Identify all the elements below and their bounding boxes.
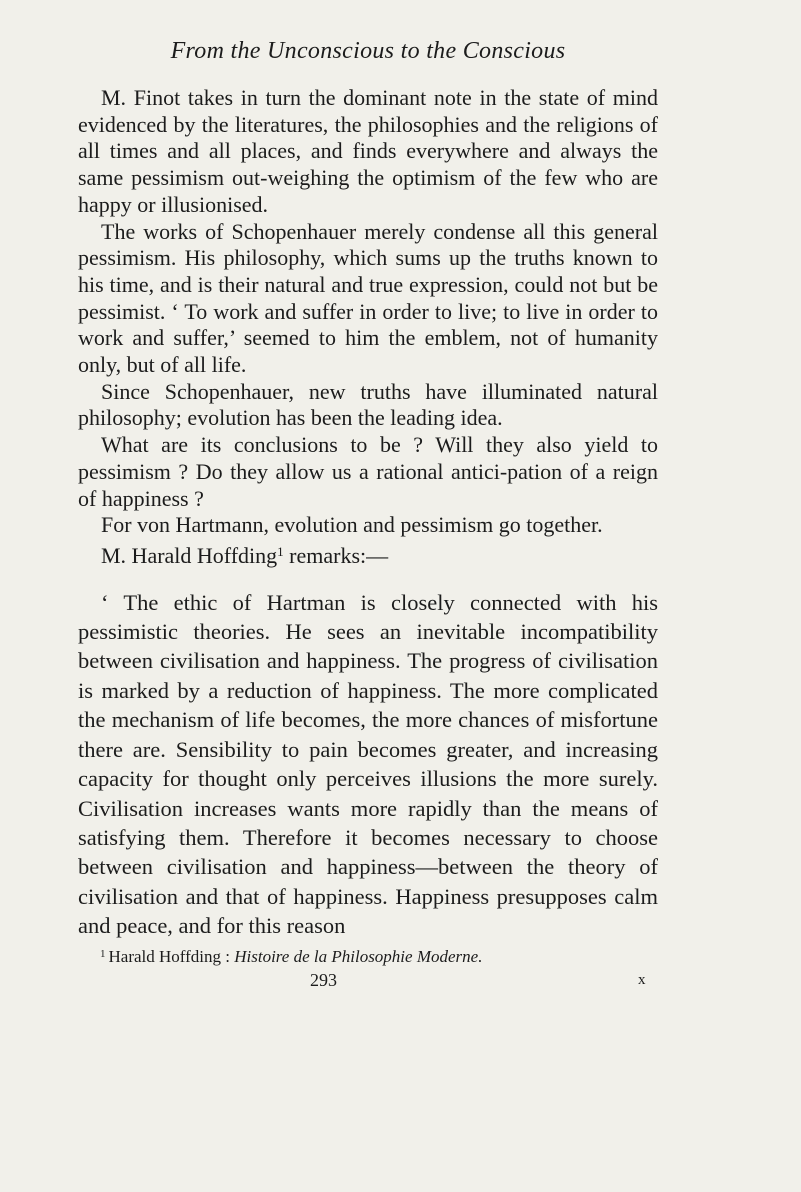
signature-mark: x (638, 971, 646, 988)
footnote-reference: 1 (277, 543, 284, 559)
paragraph: Since Schopenhauer, new truths have illuminated natural philosophy; evolution has been the leading idea. (78, 378, 658, 431)
footnote-author: Harald Hoffding : (108, 946, 235, 966)
paragraph: The works of Schopenhauer merely condense all this general pessimism. His philosophy, which sums up the truths known to his time, and is their natural and true expression, could not but be pessimist. ‘ To work and suffer in order to live; to live in order to work and suffer,’ seemed to him the emblem, not of humanity only, but of all life. (78, 218, 658, 378)
remark-text: M. Harald Hoffding (101, 542, 278, 568)
paragraph: For von Hartmann, evolution and pessimism go together. (101, 512, 603, 538)
paragraph: What are its conclusions to be ? Will they also yield to pessimism ? Do they allow us a rational antici-pation of a reign of happiness ? (78, 432, 658, 511)
footnote (78, 943, 658, 968)
main-text (78, 85, 658, 570)
block-quote (78, 588, 658, 941)
paragraph: M. Finot takes in turn the dominant note in the state of mind evidenced by the literatures, the philosophies and the religions of all times and all places, and finds everywhere and always the same pessimism out-weighing the optimism of the few who are happy or illusionised. (78, 85, 658, 217)
footnote-title: Histoire de la Philosophie Moderne. (234, 946, 483, 966)
quote-paragraph: ‘ The ethic of Hartman is closely connected with his pessimistic theories. He sees an inevitable incompatibility between civilisation and happiness. The progress of civilisation is marked by a reduction of happiness. The more complicated the mechanism of life becomes, the more chances of misfortune there are. Sensibility to pain becomes greater, and increasing capacity for thought only perceives illusions the more surely. Civilisation increases wants more rapidly than the means of satisfying them. Therefore it becomes necessary to choose between civilisation and happiness—between the theory of civilisation and that of happiness. Happiness presupposes calm and peace, and for this reason (78, 589, 658, 939)
page-footer (78, 968, 658, 994)
running-head: From the Unconscious to the Conscious (170, 38, 566, 64)
page-number: 293 (310, 969, 337, 990)
footnote-mark: 1 (100, 947, 106, 960)
book-page (78, 38, 658, 994)
remark-line (78, 539, 658, 570)
remark-text-end: remarks:— (283, 542, 389, 568)
